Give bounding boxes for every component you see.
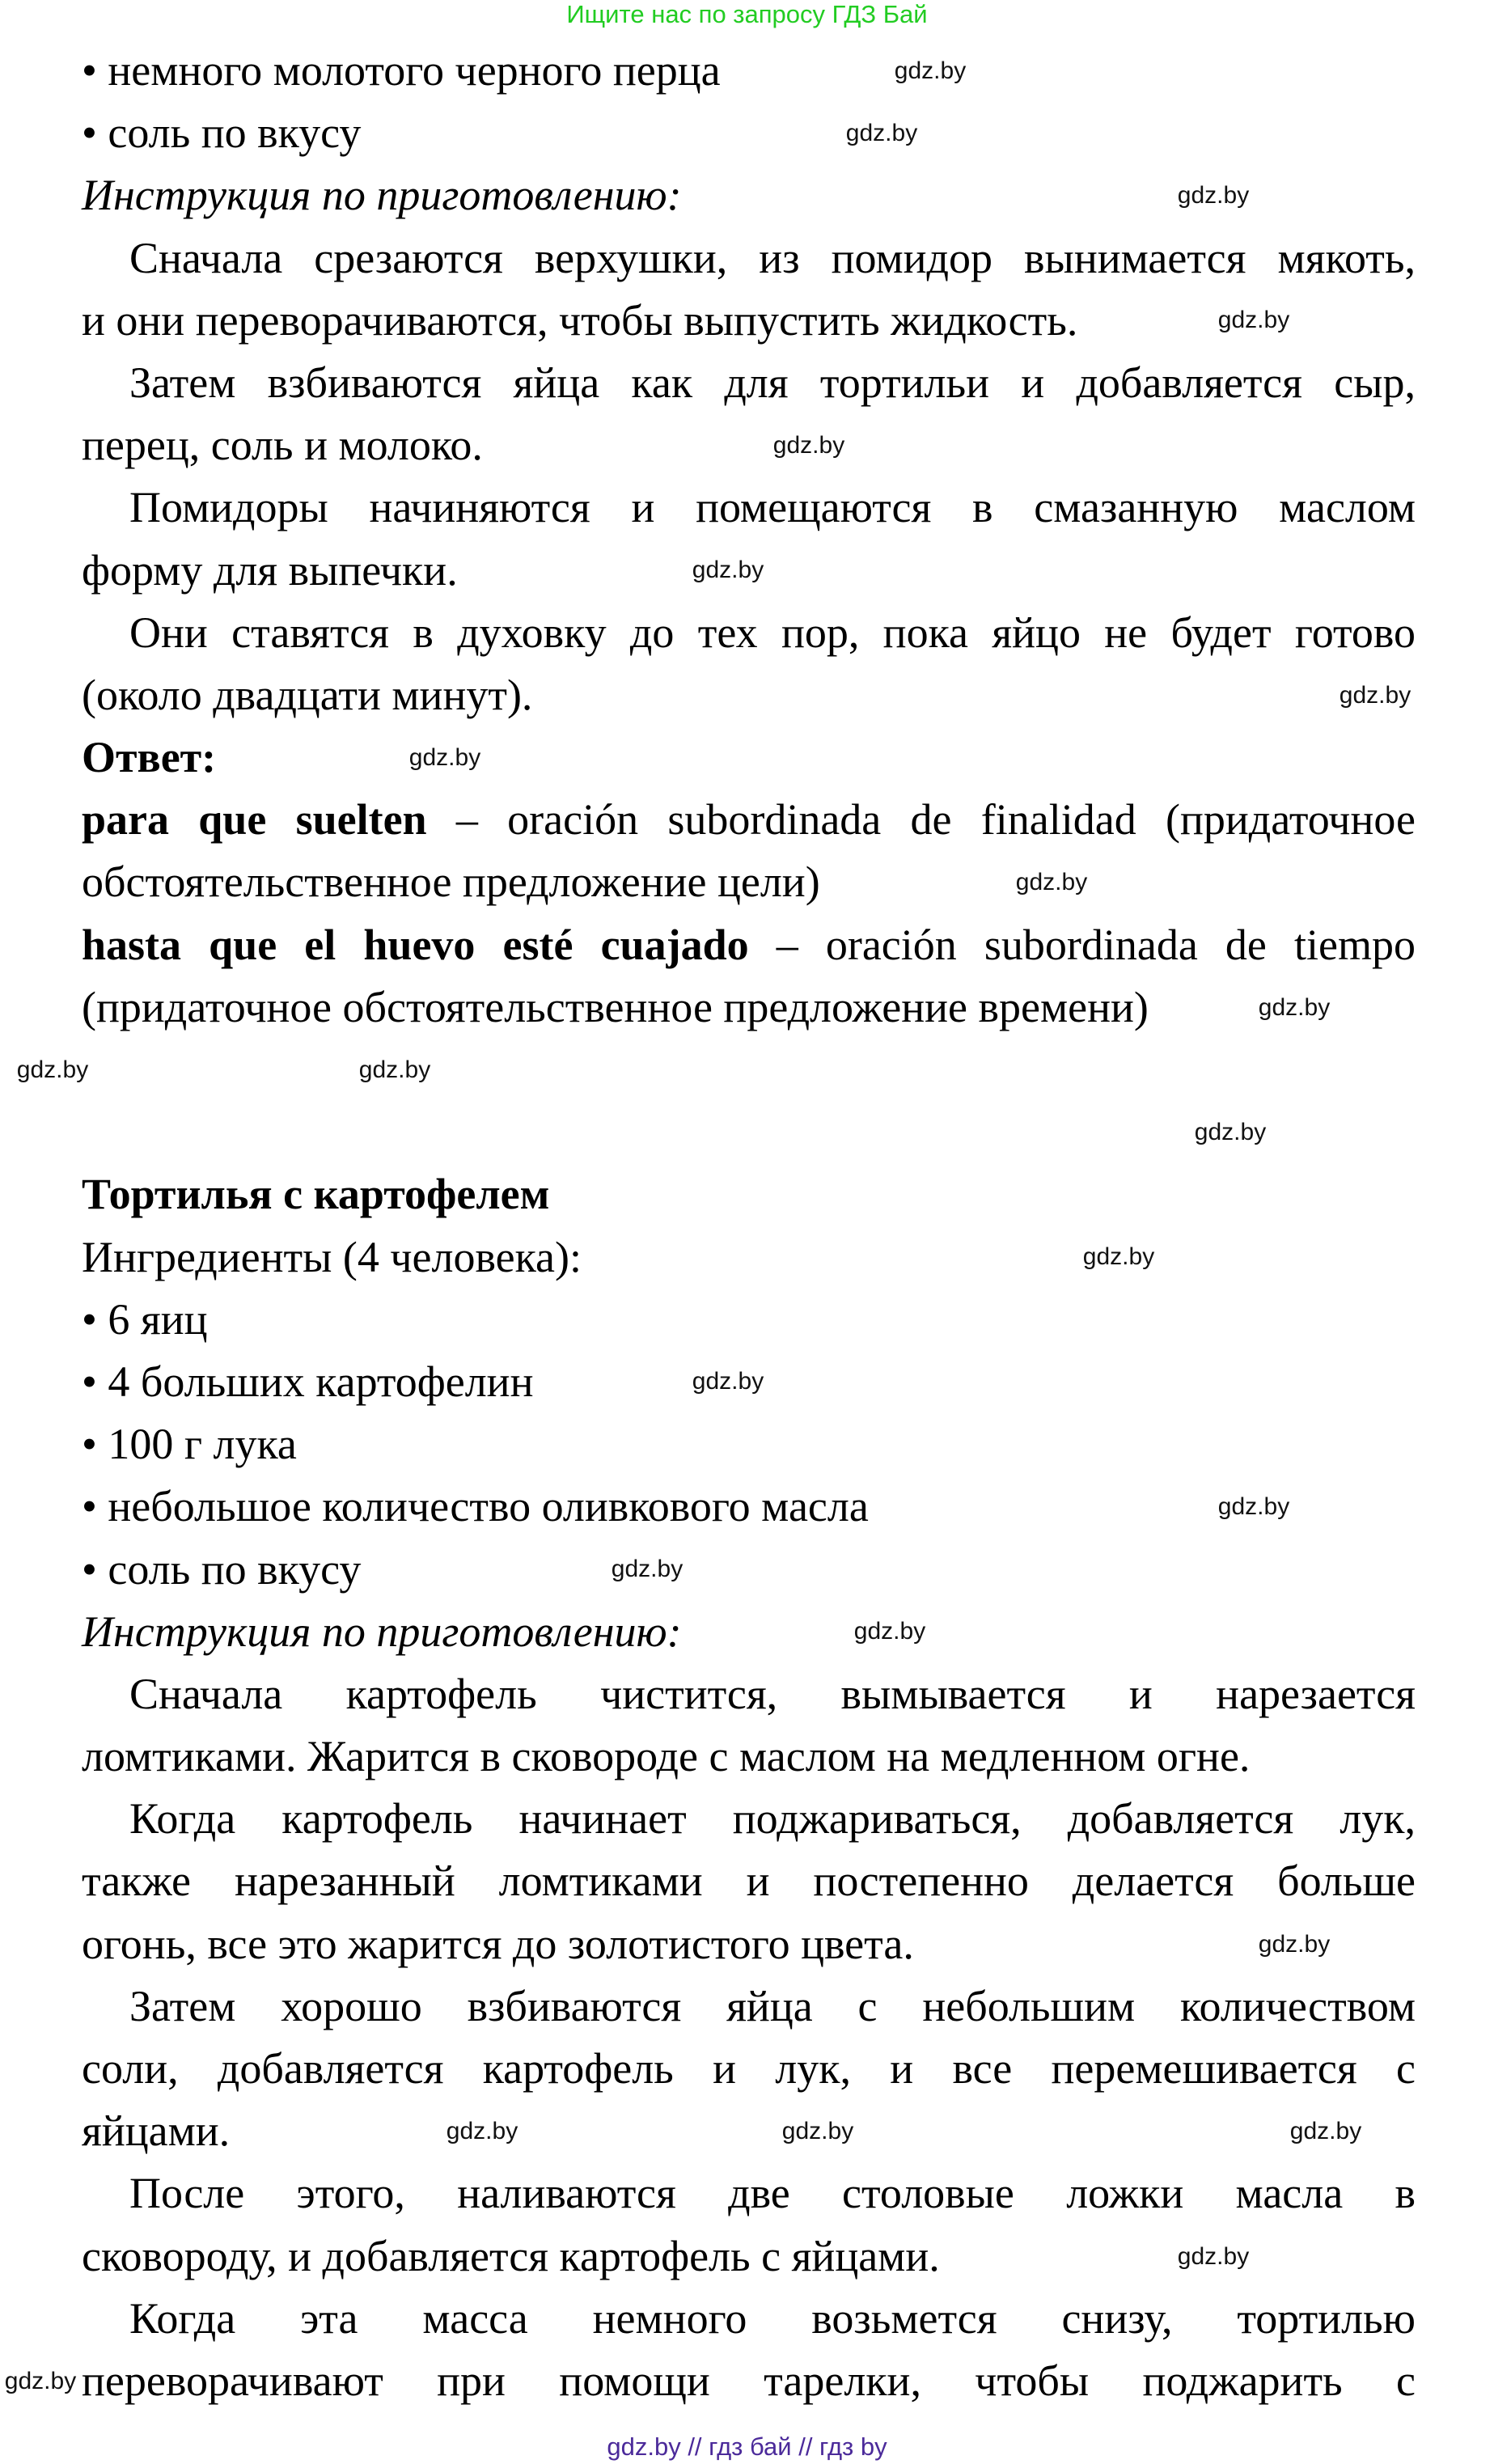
- watermark: gdz.by: [1217, 1493, 1290, 1520]
- watermark: gdz.by: [1258, 994, 1331, 1021]
- answer-phrase: para que suelten: [82, 795, 427, 845]
- watermark: gdz.by: [358, 1056, 431, 1083]
- watermark: gdz.by: [446, 2118, 518, 2144]
- watermark: gdz.by: [894, 57, 967, 84]
- paragraph-line: переворачивают при помощи тарелки, чтобы поджарить с: [82, 2356, 1416, 2405]
- paragraph-line: Они ставятся в духовку до тех пор, пока яйцо не будет готово: [129, 608, 1416, 657]
- paragraph-line: Когда картофель начинает поджариваться, добавляется лук,: [129, 1794, 1416, 1844]
- watermark: gdz.by: [408, 744, 481, 771]
- ingredients-heading: Ингредиенты (4 человека):: [82, 1232, 582, 1281]
- paragraph-line: также нарезанный ломтиками и постепенно делается больше: [82, 1856, 1416, 1906]
- footer-links: gdz.by // гдз бай // гдз by: [607, 2432, 887, 2461]
- watermark: gdz.by: [1339, 682, 1411, 709]
- watermark: gdz.by: [692, 1368, 764, 1395]
- watermark: gdz.by: [1082, 1243, 1155, 1270]
- paragraph-line: соли, добавляется картофель и лук, и все перемешивается с: [82, 2044, 1416, 2094]
- ingredient-item: • 6 яиц: [82, 1294, 208, 1344]
- watermark: gdz.by: [845, 120, 918, 146]
- document-body: [82, 40, 1416, 2412]
- paragraph-line: перец, соль и молоко.: [82, 421, 483, 470]
- watermark: gdz.by: [1015, 869, 1088, 895]
- paragraph-line: форму для выпечки.: [82, 545, 458, 595]
- watermark: gdz.by: [4, 2368, 77, 2394]
- paragraph-line: Затем взбиваются яйца как для тортильи и добавляется сыр,: [129, 358, 1416, 407]
- watermark: gdz.by: [1177, 182, 1250, 209]
- instructions-heading: Инструкция по приготовлению:: [82, 171, 682, 220]
- ingredient-item: • немного молотого черного перца: [82, 46, 721, 95]
- search-hint-banner: Ищите нас по запросу ГДЗ Бай: [566, 0, 928, 28]
- watermark: gdz.by: [1258, 1931, 1331, 1958]
- paragraph-line: (около двадцати минут).: [82, 670, 533, 719]
- instructions-heading: Инструкция по приготовлению:: [82, 1607, 682, 1656]
- answer-description: – oración subordinada de tiempo: [748, 920, 1416, 969]
- recipe-title: Тортилья с картофелем: [82, 1170, 550, 1219]
- watermark: gdz.by: [1194, 1119, 1267, 1145]
- paragraph-line: Когда эта масса немного возьмется снизу, тортилью: [129, 2293, 1416, 2343]
- paragraph-line: Затем хорошо взбиваются яйца с небольшим количеством: [129, 1981, 1416, 2030]
- ingredient-item: • небольшое количество оливкового масла: [82, 1482, 869, 1531]
- watermark: gdz.by: [772, 432, 845, 459]
- watermark: gdz.by: [692, 557, 764, 583]
- paragraph-line: Сначала картофель чистится, вымывается и нарезается: [129, 1669, 1416, 1718]
- watermark: gdz.by: [1177, 2243, 1250, 2270]
- watermark: gdz.by: [853, 1618, 926, 1645]
- answer-description: – oración subordinada de finalidad (придаточное: [426, 795, 1416, 845]
- paragraph-line: ломтиками. Жарится в сковороде с маслом на медленном огне.: [82, 1732, 1251, 1781]
- watermark: gdz.by: [1289, 2118, 1362, 2144]
- paragraph-line: огонь, все это жарится до золотистого цвета.: [82, 1919, 914, 1968]
- watermark: gdz.by: [1217, 307, 1290, 333]
- answer-heading: Ответ:: [82, 733, 217, 782]
- ingredient-item: • 100 г лука: [82, 1420, 297, 1469]
- paragraph-line: и они переворачиваются, чтобы выпустить жидкость.: [82, 295, 1078, 345]
- watermark: gdz.by: [781, 2118, 854, 2144]
- paragraph-line: яйцами.: [82, 2106, 231, 2156]
- answer-line: обстоятельственное предложение цели): [82, 857, 820, 907]
- answer-phrase: hasta que el huevo esté cuajado: [82, 920, 749, 969]
- watermark: gdz.by: [611, 1556, 684, 1582]
- paragraph-line: сковороду, и добавляется картофель с яйцами.: [82, 2231, 940, 2280]
- watermark: gdz.by: [16, 1056, 89, 1083]
- answer-line: [82, 789, 1416, 851]
- paragraph-line: Помидоры начиняются и помещаются в смазанную маслом: [129, 483, 1416, 532]
- paragraph-line: Сначала срезаются верхушки, из помидор вынимается мякоть,: [129, 233, 1416, 282]
- answer-line: (придаточное обстоятельственное предложение времени): [82, 982, 1149, 1031]
- ingredient-item: • соль по вкусу: [82, 108, 362, 158]
- ingredient-item: • 4 больших картофелин: [82, 1357, 534, 1406]
- paragraph-line: После этого, наливаются две столовые ложки масла в: [129, 2169, 1416, 2218]
- answer-line: [82, 914, 1416, 976]
- ingredient-item: • соль по вкусу: [82, 1544, 362, 1594]
